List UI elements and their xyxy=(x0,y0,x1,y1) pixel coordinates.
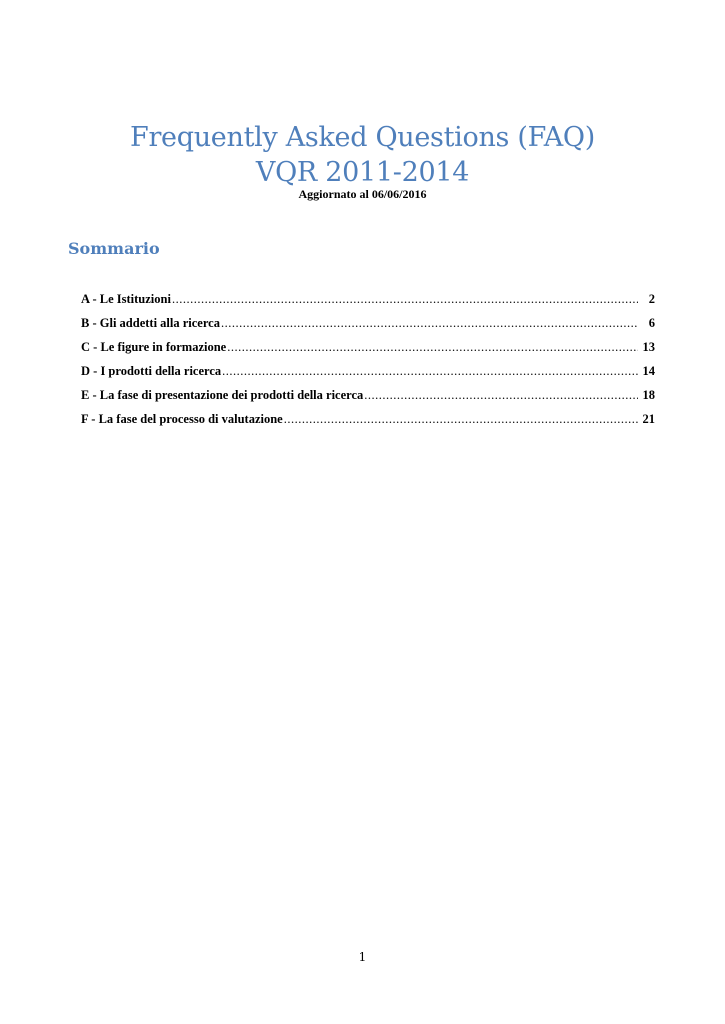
updated-date: Aggiornato al 06/06/2016 xyxy=(298,187,427,201)
toc-entry-label: E - La fase di presentazione dei prodotti della ricerca xyxy=(81,388,364,402)
toc-entry-label: D - I prodotti della ricerca xyxy=(81,364,222,378)
toc-leader-dots xyxy=(221,316,638,331)
toc-heading: Sommario xyxy=(68,239,160,258)
toc-entry-label: B - Gli addetti alla ricerca xyxy=(81,316,220,330)
toc-leader-dots xyxy=(364,388,638,403)
toc-entry-b[interactable] xyxy=(81,316,655,340)
toc-entry-label: F - La fase del processo di valutazione xyxy=(81,412,283,426)
toc-entry-label: A - Le Istituzioni xyxy=(81,292,171,306)
table-of-contents xyxy=(81,292,655,436)
toc-entry-page: 2 xyxy=(648,292,655,306)
toc-leader-dots xyxy=(284,412,638,427)
document-subtitle: VQR 2011-2014 xyxy=(255,157,470,188)
toc-entry-c[interactable] xyxy=(81,340,655,364)
toc-entry-a[interactable] xyxy=(81,292,655,316)
toc-entry-d[interactable] xyxy=(81,364,655,388)
toc-leader-dots xyxy=(227,340,638,355)
toc-leader-dots xyxy=(172,292,638,307)
toc-leader-dots xyxy=(222,364,638,379)
toc-entry-page: 18 xyxy=(642,388,655,402)
toc-entry-label: C - Le figure in formazione xyxy=(81,340,227,354)
toc-entry-page: 21 xyxy=(642,412,655,426)
toc-entry-e[interactable] xyxy=(81,388,655,412)
toc-entry-f[interactable] xyxy=(81,412,655,436)
toc-entry-page: 13 xyxy=(642,340,655,354)
page-number: 1 xyxy=(358,950,367,964)
document-title: Frequently Asked Questions (FAQ) xyxy=(130,122,595,153)
toc-entry-page: 6 xyxy=(648,316,655,330)
toc-entry-page: 14 xyxy=(642,364,655,378)
